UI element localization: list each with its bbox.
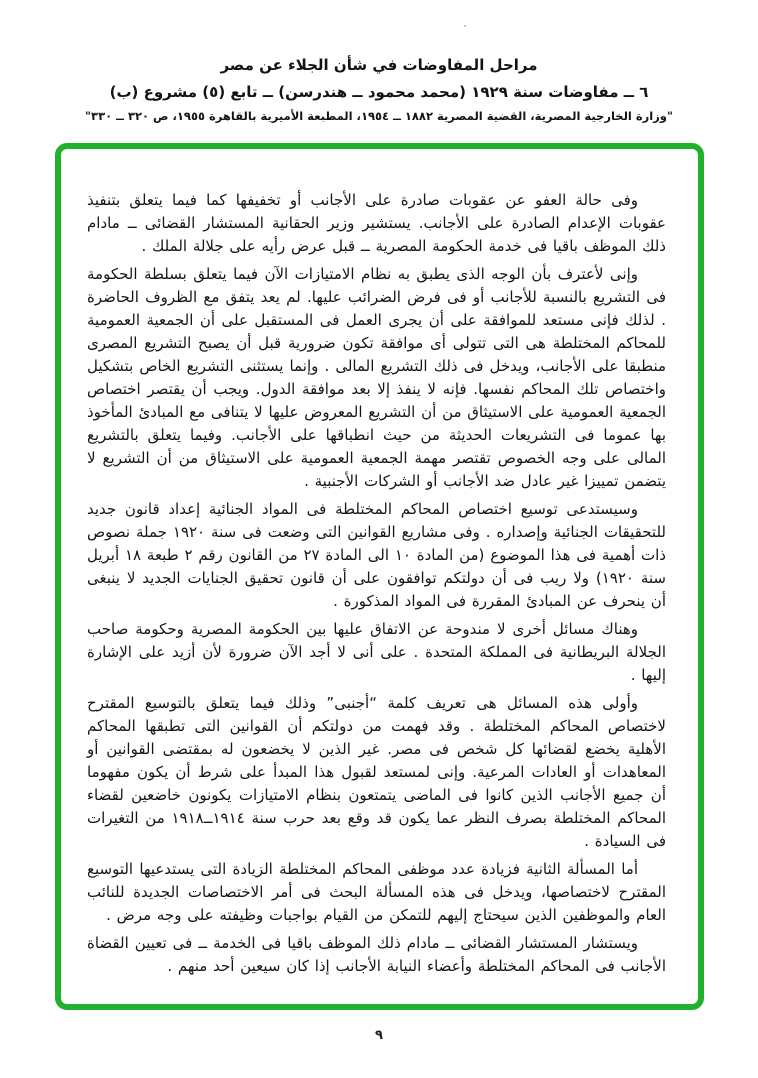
paragraph: وأولى هذه المسائل هى تعريف كلمة “أجنبى” وذلك فيما يتعلق بالتوسيع المقترح لاختصاص المحاكم المختلطة . وقد فهمت من دولتكم أن القوانين التى تطبقها المحاكم الأهلية يخضع لقضائها كل شخص فى مصر. غير الذين لا يخضعون له بمقتضى القوانين أو المعاهدات أو العادات المرعية. وإنى لمستعد لقبول هذا المبدأ على شرط أن يكون مفهوما أن جميع الأجانب الذين كانوا فى الماضى يتمتعون بنظام الامتيازات يكونون خاضعين لقضاء المحاكم المختلطة بصرف النظر عما يكون قد وقع بعد حرب سنة ١٩١٤ــ١٩١٨ من التغيرات فى السيادة .: [87, 694, 667, 850]
document-header: [0, 52, 758, 126]
document-body: [87, 189, 666, 983]
paragraph: وفى حالة العفو عن عقوبات صادرة على الأجانب أو تخفيفها كما فيما يتعلق بتنفيذ عقوبات الإعدام الصادرة على الأجانب. يستشير وزير الحقانية المستشار القضائى ــ مادام ذلك الموظف باقيا فى خدمة الحكومة المصرية ــ قبل عرض رأيه على جلالة الملك .: [87, 191, 666, 255]
paragraph: أما المسألة الثانية فزيادة عدد موظفى المحاكم المختلطة الزيادة التى يستدعيها التوسيع المقترح لاختصاصها، ويدخل فى هذه المسألة البحث فى أمر الاختصاصات الجديدة للنائب العام والموظفين الذين سيحتاج إليهم للتمكن من القيام بواجبات وظيفته على وجه مرض .: [87, 860, 666, 924]
paragraph: وسيستدعى توسيع اختصاص المحاكم المختلطة فى المواد الجنائية إعداد قانون جديد للتحقيقات الجنائية وإصداره . وفى مشاريع القوانين التى وضعت فى سنة ١٩٢٠ جملة نصوص ذات أهمية فى هذا الموضوع (من المادة ١٠ الى المادة ٢٧ من القانون رقم ٢ طبعة ١٨ أبريل سنة ١٩٢٠) ولا ريب فى أن دولتكم توافقون على أن قانون تحقيق الجنايات الجديد لا ينبغى أن ينحرف عن المبادئ المقررة فى المواد المذكورة .: [87, 500, 666, 610]
paragraph: وهناك مسائل أخرى لا مندوحة عن الاتفاق عليها بين الحكومة المصرية وحكومة صاحب الجلالة البريطانية فى المملكة المتحدة . على أنى لا أجد الآن ضرورة لأن أزيد على الإشارة إليها .: [87, 620, 666, 684]
paragraph: وإنى لأعترف بأن الوجه الذى يطبق به نظام الامتيازات الآن فيما يتعلق بسلطة الحكومة فى التشريع بالنسبة للأجانب أو فى فرض الضرائب عليها. لم يعد يتفق مع الظروف الحاضرة . لذلك فإنى مستعد للموافقة على أن يجرى العمل فى المستقبل على أن الجمعية العمومية للمحاكم المختلطة هى التى تتولى أى موافقة تكون ضرورية قبل أن يصبح التشريع المصرى منطبقا على الأجانب، ويدخل فى ذلك التشريع المالى . وإنما يستثنى التشريع الخاص بتشكيل واختصاص تلك المحاكم نفسها. فإنه لا ينفذ إلا بعد موافقة الدول. ويجب أن يقتصر اختصاص الجمعية العمومية على الاستيثاق من أن التشريع المعروض عليها لا يتنافى مع المبادئ المأخوذ بها عموما فى التشريعات الحديثة من حيث انطباقها على الأجانب. وفيما يتعلق بالتشريع المالى على وجه الخصوص تقتصر مهمة الجمعية العمومية على الاستيثاق من أن التشريع لا يتضمن تمييزا غير عادل ضد الأجانب أو الشركات الأجنبية .: [87, 265, 666, 490]
document-title: مراحل المفاوضات في شأن الجلاء عن مصر: [220, 56, 538, 74]
highlight-frame: [55, 143, 704, 1010]
paragraph: ويستشار المستشار القضائى ــ مادام ذلك الموظف باقيا فى الخدمة ــ فى تعيين القضاة الأجانب فى المحاكم المختلطة وأعضاء النيابة الأجانب إذا كان سيعين أحد منهم .: [87, 934, 666, 975]
scan-speck: [464, 25, 466, 27]
document-source-citation: "وزارة الخارجية المصرية، القضية المصرية ١٨٨٢ ــ ١٩٥٤، المطبعة الأميرية بالقاهرة ١٩٥٥، ص ٣٢٠ ــ ٣٣٠": [85, 109, 673, 123]
document-subtitle: ٦ ــ مفاوضات سنة ١٩٢٩ (محمد محمود ــ هندرسن) ــ تابع (٥) مشروع (ب): [109, 83, 649, 101]
page-number: ٩: [375, 1028, 383, 1043]
